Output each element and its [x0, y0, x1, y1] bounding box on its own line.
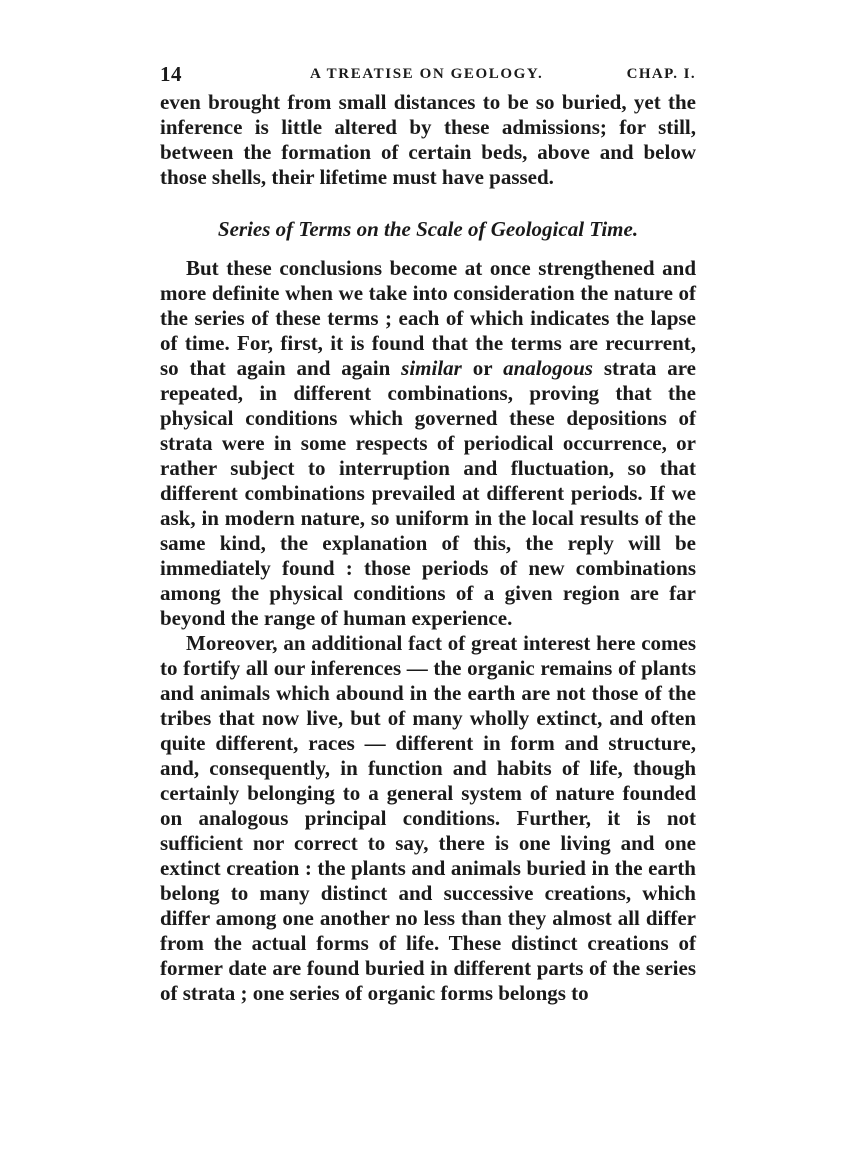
paragraph-moreover: Moreover, an additional fact of great interest here comes to fortify all our inferences — the organic remains of plants and animals which abound in the earth are not those of the tribes that now live, but of many wholly extinct, and often quite different, races — different in form and structure, and, consequently, in function and habits of life, though certainly belonging to a general system of nature founded on analogous principal conditions. Further, it is not sufficient nor correct to say, there is one living and one extinct creation : the plants and animals buried in the earth belong to many distinct and successive creations, which differ among one another no less than they almost all differ from the actual forms of life. These distinct creations of former date are found buried in different parts of the series of strata ; one series of organic forms belongs to	[160, 631, 696, 1005]
page-number: 14	[160, 62, 182, 86]
running-title: A TREATISE ON GEOLOGY.	[310, 66, 544, 82]
section-heading: Series of Terms on the Scale of Geological Time.	[217, 217, 639, 241]
paragraph-continued: even brought from small distances to be so buried, yet the inference is little altered by these admissions; for still, between the formation of certain beds, above and below those shells, their lifetime must have passed.	[160, 90, 696, 189]
paragraph-series-of-terms	[160, 256, 696, 631]
body-text	[160, 90, 696, 1006]
paragraph-text: strata are repeated, in different combinations, proving that the physical conditions which governed these depositions of strata were in some respects of periodical occurrence, or rather subject to interruption and fluctuation, so that different combinations prevailed at different periods. If we ask, in modern nature, so uniform in the local results of the same kind, the explanation of this, the reply will be immediately found : those periods of new combinations among the physical conditions of a given region are far beyond the range of human experience.	[160, 356, 696, 630]
emphasis-similar: similar	[401, 356, 462, 380]
chapter-label: CHAP. I.	[626, 66, 696, 82]
running-head	[160, 62, 696, 90]
paragraph-text: But these conclusions become at once strengthened and more definite when we take into consideration the nature of the series of these terms ; each of which indicates the lapse of time. For, first, it is found that the terms are recurrent, so that again and again	[160, 256, 696, 380]
emphasis-analogous: analogous	[503, 356, 593, 380]
paragraph-text: or	[461, 356, 504, 380]
book-page	[160, 62, 696, 1006]
